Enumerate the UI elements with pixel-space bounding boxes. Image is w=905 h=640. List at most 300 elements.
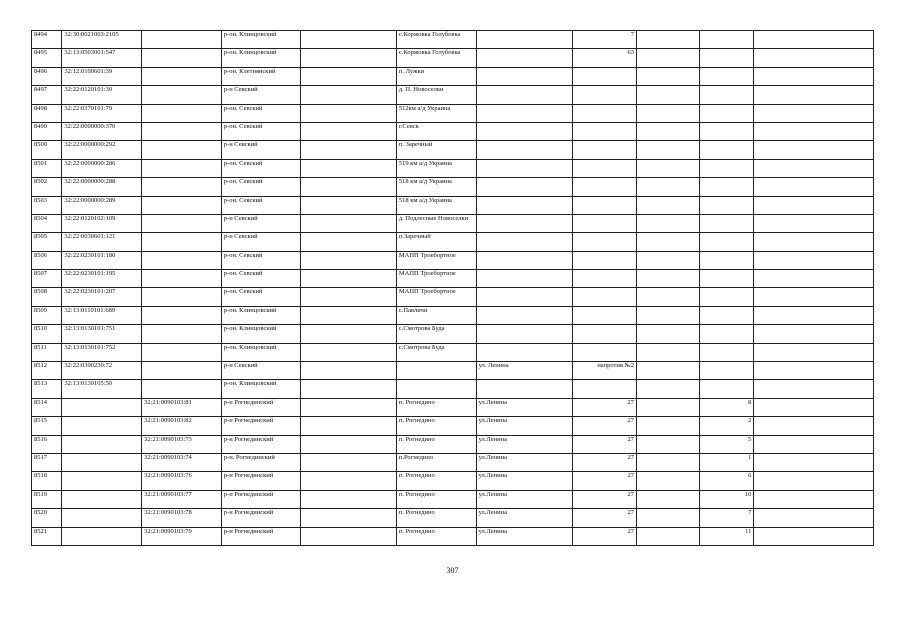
table-cell xyxy=(636,472,699,490)
table-cell: р-он. Клинцовский xyxy=(221,49,301,67)
table-cell-empty xyxy=(754,509,874,527)
table-cell xyxy=(301,288,396,306)
table-cell: 7 xyxy=(699,509,754,527)
table-cell: 32:21:0090103:81 xyxy=(142,398,222,416)
table-cell: р-он. Севский xyxy=(221,104,301,122)
table-row xyxy=(32,509,874,527)
table-cell xyxy=(699,86,754,104)
table-cell xyxy=(301,380,396,398)
table-cell: р-он. Севский xyxy=(221,159,301,177)
table-cell: с.Коржовка Голубовка xyxy=(396,31,476,49)
table-cell xyxy=(573,380,637,398)
table-cell: 8517 xyxy=(32,453,62,471)
table-cell xyxy=(62,472,142,490)
table-cell-empty xyxy=(754,527,874,545)
table-cell xyxy=(699,31,754,49)
table-cell: ул. Ленина xyxy=(476,362,572,380)
table-row xyxy=(32,343,874,361)
table-cell xyxy=(301,159,396,177)
table-row xyxy=(32,251,874,269)
table-cell xyxy=(636,251,699,269)
table-cell: п. Рогнедино xyxy=(396,398,476,416)
table-cell: напротив №2 xyxy=(573,362,637,380)
table-cell-empty xyxy=(754,67,874,85)
table-cell: с.Павличи xyxy=(396,306,476,324)
table-cell xyxy=(142,31,222,49)
table-cell: 11 xyxy=(699,527,754,545)
table-cell: 518 км а/д Украина xyxy=(396,196,476,214)
table-cell: 32:22:0370101:79 xyxy=(62,104,142,122)
table-cell: 32:30:0021003:2105 xyxy=(62,31,142,49)
table-cell xyxy=(301,435,396,453)
table-cell xyxy=(142,122,222,140)
table-cell xyxy=(142,214,222,232)
table-cell xyxy=(301,141,396,159)
table-cell-empty xyxy=(754,214,874,232)
table-cell: 8521 xyxy=(32,527,62,545)
table-cell xyxy=(636,398,699,416)
table-row xyxy=(32,435,874,453)
table-cell: 32:21:0090103:78 xyxy=(142,509,222,527)
table-row xyxy=(32,453,874,471)
table-cell xyxy=(396,362,476,380)
table-cell xyxy=(142,196,222,214)
table-cell xyxy=(636,31,699,49)
page-number: 307 xyxy=(446,566,459,575)
table-cell xyxy=(476,196,572,214)
table-cell: 8514 xyxy=(32,398,62,416)
table-cell-empty xyxy=(754,398,874,416)
table-cell xyxy=(142,67,222,85)
table-cell xyxy=(301,509,396,527)
table-cell-empty xyxy=(754,380,874,398)
table-cell: 8513 xyxy=(32,380,62,398)
table-cell-empty xyxy=(754,288,874,306)
table-cell: 6 xyxy=(699,472,754,490)
table-cell xyxy=(573,270,637,288)
table-cell: 8512 xyxy=(32,362,62,380)
table-cell xyxy=(301,398,396,416)
table-cell: п. Рогнедино xyxy=(396,490,476,508)
table-cell xyxy=(699,141,754,159)
table-cell: п. Рогнедино xyxy=(396,527,476,545)
table-cell xyxy=(636,67,699,85)
table-cell: п. Рогнедино xyxy=(396,509,476,527)
table-row xyxy=(32,86,874,104)
table-cell: 32:13:0503001:547 xyxy=(62,49,142,67)
table-cell xyxy=(301,270,396,288)
table-cell: 8516 xyxy=(32,435,62,453)
table-cell-empty xyxy=(754,362,874,380)
table-cell xyxy=(636,104,699,122)
table-cell xyxy=(699,196,754,214)
table-cell: ул.Ленина xyxy=(476,490,572,508)
table-cell: 32:13:0130101:752 xyxy=(62,343,142,361)
table-row xyxy=(32,49,874,67)
table-cell xyxy=(301,178,396,196)
table-cell-empty xyxy=(754,270,874,288)
table-cell: ул.Ленина xyxy=(476,435,572,453)
table-cell: 32:21:0090103:82 xyxy=(142,417,222,435)
table-cell: р-н Рогнединский xyxy=(221,527,301,545)
table-cell-empty xyxy=(754,196,874,214)
table-cell xyxy=(573,343,637,361)
table-cell: ул.Ленина xyxy=(476,527,572,545)
table-cell: 10 xyxy=(699,490,754,508)
table-cell xyxy=(636,306,699,324)
table-cell: п. Рогнедино xyxy=(396,472,476,490)
table-row xyxy=(32,380,874,398)
table-cell: р-он. Клинцовский xyxy=(221,31,301,49)
table-row xyxy=(32,141,874,159)
table-cell: 8 xyxy=(699,398,754,416)
table-cell: п. Заречный xyxy=(396,141,476,159)
table-cell: 27 xyxy=(573,472,637,490)
table-cell xyxy=(573,251,637,269)
table-cell xyxy=(699,362,754,380)
table-cell xyxy=(476,306,572,324)
table-cell: р-н Севский xyxy=(221,86,301,104)
table-cell-empty xyxy=(754,31,874,49)
table-cell xyxy=(301,472,396,490)
table-cell: ул.Ленина xyxy=(476,417,572,435)
table-row xyxy=(32,417,874,435)
table-cell: р-он. Севский xyxy=(221,270,301,288)
table-cell xyxy=(573,159,637,177)
table-cell: 8508 xyxy=(32,288,62,306)
table-cell xyxy=(142,343,222,361)
table-cell xyxy=(301,453,396,471)
table-cell: 32:22:0000000:289 xyxy=(62,196,142,214)
table-row xyxy=(32,362,874,380)
table-cell: р-н Рогнединский xyxy=(221,435,301,453)
table-cell xyxy=(301,196,396,214)
table-cell: ул.Ленина xyxy=(476,509,572,527)
table-cell: 8511 xyxy=(32,343,62,361)
table-cell xyxy=(476,214,572,232)
table-cell: 27 xyxy=(573,435,637,453)
table-row xyxy=(32,31,874,49)
table-cell: 27 xyxy=(573,417,637,435)
register-table xyxy=(31,30,874,546)
table-row xyxy=(32,104,874,122)
table-cell: 2 xyxy=(699,417,754,435)
table-cell: р-н Рогнединский xyxy=(221,490,301,508)
table-cell xyxy=(636,417,699,435)
table-cell: р-н Севский xyxy=(221,362,301,380)
table-row xyxy=(32,472,874,490)
table-cell: р-он. Клинцовский xyxy=(221,325,301,343)
table-cell: 32:21:0090103:79 xyxy=(142,527,222,545)
table-cell: 519 км а/д Украина xyxy=(396,159,476,177)
table-cell-empty xyxy=(754,178,874,196)
table-cell: г.Севск xyxy=(396,122,476,140)
table-cell xyxy=(142,306,222,324)
table-cell xyxy=(476,270,572,288)
table-cell xyxy=(301,417,396,435)
table-cell: 32:22:0000000:292 xyxy=(62,141,142,159)
table-cell xyxy=(301,67,396,85)
table-row xyxy=(32,398,874,416)
table-cell xyxy=(573,288,637,306)
table-cell: р-он. Клетнянский xyxy=(221,67,301,85)
table-cell: с.Смотрова Буда xyxy=(396,325,476,343)
table-cell xyxy=(62,398,142,416)
table-cell-empty xyxy=(754,325,874,343)
table-cell xyxy=(636,49,699,67)
table-cell xyxy=(301,214,396,232)
table-row xyxy=(32,490,874,508)
table-cell xyxy=(142,251,222,269)
table-cell: 32:22:0390230:72 xyxy=(62,362,142,380)
table-cell xyxy=(476,380,572,398)
table-cell xyxy=(301,490,396,508)
table-cell xyxy=(62,417,142,435)
table-cell xyxy=(476,141,572,159)
table-cell xyxy=(699,49,754,67)
table-cell xyxy=(142,270,222,288)
table-cell: 32:12:0100601:39 xyxy=(62,67,142,85)
table-cell xyxy=(301,233,396,251)
table-cell-empty xyxy=(754,306,874,324)
table-cell: 32:22:0000000:286 xyxy=(62,159,142,177)
table-cell xyxy=(573,86,637,104)
table-cell: ул.Ленина xyxy=(476,398,572,416)
table-cell xyxy=(476,49,572,67)
table-cell xyxy=(476,67,572,85)
table-cell: р-н Севский xyxy=(221,141,301,159)
table-cell: 32:22:0000000:370 xyxy=(62,122,142,140)
table-cell: р-н Рогнединский xyxy=(221,417,301,435)
table-cell xyxy=(699,343,754,361)
table-row xyxy=(32,214,874,232)
table-cell xyxy=(699,178,754,196)
table-cell xyxy=(476,251,572,269)
table-cell xyxy=(62,509,142,527)
table-cell: р-н. Рогнединский xyxy=(221,453,301,471)
table-cell: 8498 xyxy=(32,104,62,122)
table-cell xyxy=(476,86,572,104)
table-cell xyxy=(699,67,754,85)
table-cell xyxy=(476,233,572,251)
table-cell xyxy=(636,490,699,508)
table-cell xyxy=(142,380,222,398)
table-cell xyxy=(636,380,699,398)
table-cell xyxy=(142,325,222,343)
table-cell xyxy=(636,453,699,471)
table-cell xyxy=(142,104,222,122)
table-cell-empty xyxy=(754,472,874,490)
table-cell xyxy=(636,159,699,177)
table-cell: 8496 xyxy=(32,67,62,85)
table-row xyxy=(32,288,874,306)
table-cell: 32:13:0130105:50 xyxy=(62,380,142,398)
table-cell: с.Смотрова Буда xyxy=(396,343,476,361)
table-cell xyxy=(476,31,572,49)
table-cell: р-н Севский xyxy=(221,214,301,232)
table-cell-empty xyxy=(754,343,874,361)
table-row xyxy=(32,196,874,214)
table-cell xyxy=(476,343,572,361)
table-cell: 32:22:0120102:109 xyxy=(62,214,142,232)
table-cell: 8499 xyxy=(32,122,62,140)
table-cell xyxy=(476,288,572,306)
table-cell xyxy=(573,67,637,85)
table-cell xyxy=(396,380,476,398)
table-cell: МАПП Троебортное xyxy=(396,251,476,269)
table-cell: д. Подлесные Новоселки xyxy=(396,214,476,232)
table-cell-empty xyxy=(754,159,874,177)
table-row xyxy=(32,233,874,251)
table-cell xyxy=(636,196,699,214)
table-cell xyxy=(62,435,142,453)
table-cell xyxy=(142,159,222,177)
table-cell xyxy=(142,362,222,380)
table-cell xyxy=(573,122,637,140)
table-cell: п. Рогнедино xyxy=(396,417,476,435)
table-cell: 8515 xyxy=(32,417,62,435)
table-cell: 8497 xyxy=(32,86,62,104)
table-cell: р-он. Клинцовский xyxy=(221,306,301,324)
table-row xyxy=(32,527,874,545)
table-cell xyxy=(573,306,637,324)
table-cell: МАПП Троебортное xyxy=(396,288,476,306)
table-cell xyxy=(301,325,396,343)
table-cell xyxy=(142,86,222,104)
table-cell xyxy=(699,233,754,251)
table-cell xyxy=(636,325,699,343)
table-cell: 8494 xyxy=(32,31,62,49)
table-cell xyxy=(699,380,754,398)
table-cell xyxy=(636,86,699,104)
table-cell: р-он. Севский xyxy=(221,122,301,140)
table-cell: п.Заречный xyxy=(396,233,476,251)
table-cell-empty xyxy=(754,490,874,508)
table-cell-empty xyxy=(754,49,874,67)
table-cell xyxy=(573,325,637,343)
table-cell: 32:13:0110101:689 xyxy=(62,306,142,324)
table-cell xyxy=(573,141,637,159)
table-cell xyxy=(62,527,142,545)
table-cell-empty xyxy=(754,141,874,159)
table-cell: 8520 xyxy=(32,509,62,527)
table-cell: 63 xyxy=(573,49,637,67)
table-cell xyxy=(62,453,142,471)
table-cell xyxy=(573,233,637,251)
table-cell: р-н Рогнединский xyxy=(221,509,301,527)
table-cell xyxy=(699,251,754,269)
table-cell xyxy=(476,178,572,196)
table-cell: 32:13:0130101:751 xyxy=(62,325,142,343)
table-cell xyxy=(636,141,699,159)
table-cell: 32:21:0090103:73 xyxy=(142,435,222,453)
table-cell xyxy=(636,178,699,196)
table-cell-empty xyxy=(754,86,874,104)
table-cell: 32:22:0120101:30 xyxy=(62,86,142,104)
table-cell: 518 км а/д Украина xyxy=(396,178,476,196)
table-cell xyxy=(476,104,572,122)
table-row xyxy=(32,270,874,288)
table-cell xyxy=(301,49,396,67)
table-cell: р-он. Севский xyxy=(221,196,301,214)
table-cell xyxy=(699,122,754,140)
table-cell xyxy=(301,86,396,104)
table-cell xyxy=(476,122,572,140)
table-cell: 32:22:0000000:288 xyxy=(62,178,142,196)
table-cell xyxy=(636,233,699,251)
table-cell-empty xyxy=(754,453,874,471)
table-row xyxy=(32,122,874,140)
table-cell: 8503 xyxy=(32,196,62,214)
table-cell: п. Лужки xyxy=(396,67,476,85)
table-cell: р-он. Севский xyxy=(221,288,301,306)
table-cell xyxy=(573,214,637,232)
table-cell xyxy=(699,159,754,177)
table-cell: 32:22:0230101:207 xyxy=(62,288,142,306)
table-cell: 8495 xyxy=(32,49,62,67)
table-cell: р-он. Клинцовский xyxy=(221,343,301,361)
table-cell xyxy=(142,49,222,67)
table-cell-empty xyxy=(754,251,874,269)
table-cell: 8509 xyxy=(32,306,62,324)
table-cell: п.Рогнедино xyxy=(396,453,476,471)
table-cell xyxy=(636,270,699,288)
table-cell xyxy=(699,104,754,122)
table-cell: ул.Ленина xyxy=(476,453,572,471)
table-cell: 32:21:0090103:76 xyxy=(142,472,222,490)
table-row xyxy=(32,306,874,324)
table-cell: 32:22:0230101:195 xyxy=(62,270,142,288)
table-cell: 27 xyxy=(573,398,637,416)
table-cell: 1 xyxy=(699,453,754,471)
table-cell: 27 xyxy=(573,490,637,508)
table-cell: 27 xyxy=(573,453,637,471)
table-cell: 8504 xyxy=(32,214,62,232)
table-body xyxy=(32,31,874,546)
table-cell xyxy=(301,306,396,324)
table-cell xyxy=(636,509,699,527)
table-cell xyxy=(142,178,222,196)
table-cell: р-он. Клинцовский xyxy=(221,380,301,398)
table-cell-empty xyxy=(754,122,874,140)
table-cell xyxy=(476,325,572,343)
table-cell-empty xyxy=(754,435,874,453)
table-cell: МАПП Троебортное xyxy=(396,270,476,288)
table-cell xyxy=(142,141,222,159)
table-cell: 8506 xyxy=(32,251,62,269)
table-cell xyxy=(573,196,637,214)
table-cell xyxy=(142,233,222,251)
table-cell xyxy=(62,490,142,508)
table-cell: ул.Ленина xyxy=(476,472,572,490)
table-cell: 8501 xyxy=(32,159,62,177)
table-cell xyxy=(301,251,396,269)
table-cell: р-н Севский xyxy=(221,233,301,251)
table-cell xyxy=(636,435,699,453)
table-cell xyxy=(573,178,637,196)
table-row xyxy=(32,159,874,177)
table-cell xyxy=(699,306,754,324)
table-cell xyxy=(142,288,222,306)
table-cell: 27 xyxy=(573,509,637,527)
table-cell xyxy=(636,288,699,306)
table-cell: д. П. Новоселки xyxy=(396,86,476,104)
table-row xyxy=(32,325,874,343)
table-cell-empty xyxy=(754,417,874,435)
table-cell xyxy=(699,270,754,288)
table-cell: р-н Рогнединский xyxy=(221,398,301,416)
table-cell: 8518 xyxy=(32,472,62,490)
